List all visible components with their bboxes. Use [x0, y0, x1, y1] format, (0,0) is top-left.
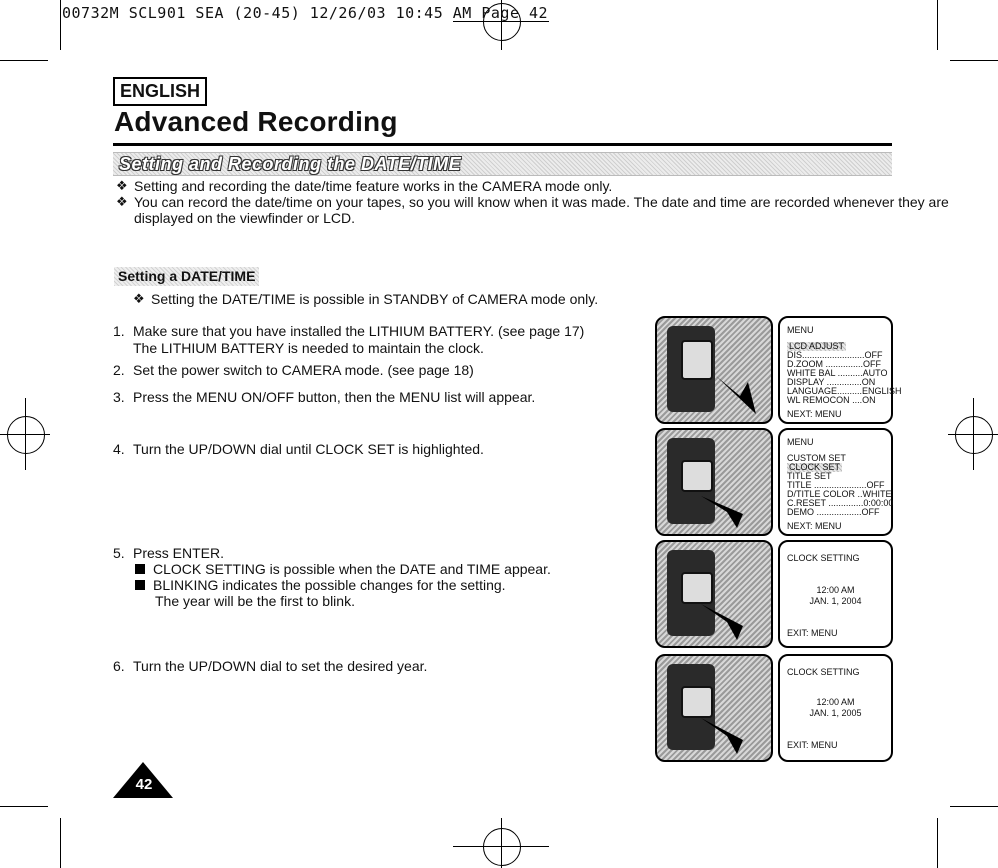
bullet-marker-icon: ❖ [116, 194, 128, 209]
step-sub-bullet: CLOCK SETTING is possible when the DATE and TIME appear. [135, 561, 551, 578]
camcorder-illustration [655, 654, 773, 762]
crop-mark [0, 806, 48, 807]
registration-line [948, 434, 998, 435]
registration-line [501, 818, 502, 868]
arrow-icon [697, 712, 747, 756]
square-bullet-icon [135, 564, 145, 574]
print-slug: 00732M SCL901 SEA (20-45) 12/26/03 10:45 AM Page 42 [62, 4, 549, 22]
osd-menu-screen: MENU CUSTOM SET CLOCK SET TITLE SET TITLE .....................OFF D/TITLE COLOR ..WHITE C.RESET ..............0:00:00 DEMO ..................OFF NEXT: MENU [778, 428, 893, 536]
page-number: 42 [135, 776, 153, 793]
square-bullet-icon [135, 580, 145, 590]
crop-mark [937, 818, 938, 868]
osd-menu-screen: MENU LCD ADJUST DIS.........................OFF D.ZOOM ...............OFF WHITE BAL ..........AUTO DISPLAY ..............ON LANGUAGE..........ENGLISH WL REMOCON ....ON NEXT: MENU [778, 316, 893, 424]
section-heading: Setting and Recording the DATE/TIME [119, 154, 462, 174]
registration-line [0, 434, 50, 435]
bullet-marker-icon: ❖ [116, 178, 128, 193]
crop-mark [60, 818, 61, 868]
step-sub-bullet: BLINKING indicates the possible changes for the setting. [135, 577, 506, 594]
camcorder-illustration [655, 428, 773, 536]
subheading: Setting a DATE/TIME [114, 267, 259, 286]
crop-mark [950, 60, 998, 61]
registration-mark [7, 416, 45, 454]
osd-clock-screen: CLOCK SETTING 12:00 AM JAN. 1, 2004 EXIT: MENU [778, 540, 893, 648]
crop-mark [0, 60, 48, 61]
registration-line [453, 846, 549, 847]
arrow-icon [697, 490, 747, 530]
arrow-icon [697, 598, 747, 642]
camcorder-illustration [655, 540, 773, 648]
registration-mark [483, 828, 521, 866]
crop-mark [937, 0, 938, 50]
page-title: Advanced Recording [114, 106, 398, 137]
registration-mark [955, 416, 993, 454]
title-rule [113, 143, 892, 146]
language-badge: ENGLISH [113, 77, 207, 106]
bullet-marker-icon: ❖ [133, 291, 145, 306]
osd-clock-screen: CLOCK SETTING 12:00 AM JAN. 1, 2005 EXIT: MENU [778, 654, 893, 762]
arrow-icon [712, 370, 762, 420]
crop-mark [950, 806, 998, 807]
section-heading-bar [113, 152, 892, 176]
crop-mark [60, 0, 61, 50]
camcorder-illustration [655, 316, 773, 424]
